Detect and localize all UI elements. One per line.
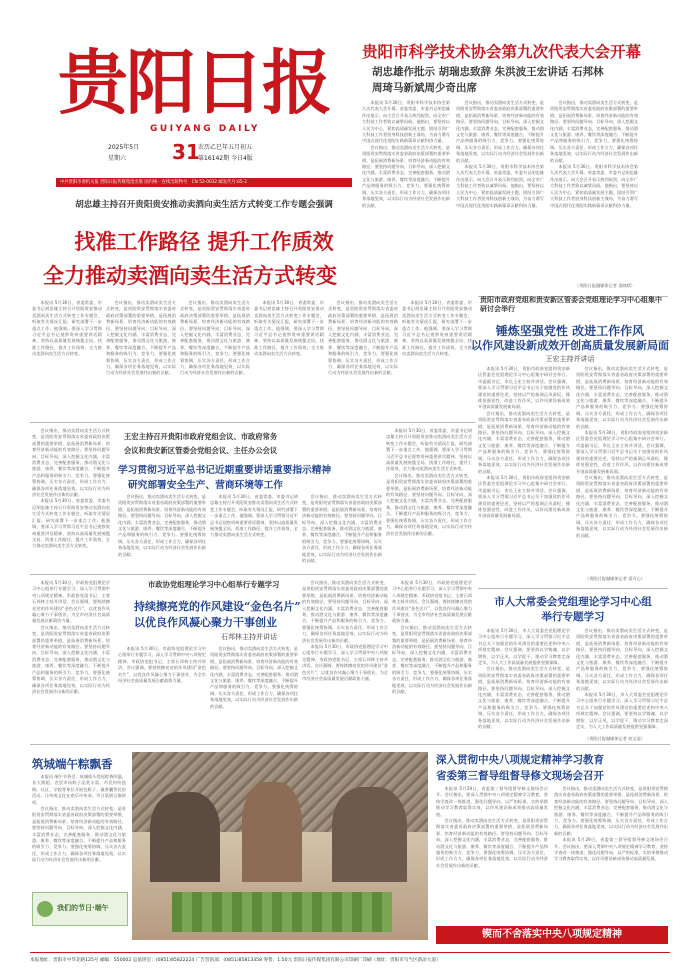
mid-left-body: 会议指出，推动卖酒向卖生活方式转变，是贵阳贵安贯彻落实省委省政府决策部署的重要举措，是拓展消费新场景、培育经济新动能的有效路径。要坚持问题导向、目标导向，深入挖掘文化内涵，丰富消费业态，完善配套服务，推动酒文化与旅游、康养、餐饮等深度融合，不断提升产品和服务的吸引力、竞争力。要强化统筹协调，压实各方责任，形成工作合力，确保各项任务落地见效，以实际行动为经济社会发展作出新的贡献。 本报讯 5月30日，省委常委、市委书记胡忠雄主持召开贵阳贵安推动卖酒向卖生活方式转变工作专题会，听取有关情况汇报，研究部署下一步重点工作。他强调，要深入学习贯彻习近平总书记视察贵州重要讲话精神，坚持以高质量发展统揽全局，找准工作路径，提升工作质效，全力推动卖酒向卖生活方式转变。 [32,428,110,549]
sci-body-col-3: 会议指出，推动卖酒向卖生活方式转变，是贵阳贵安贯彻落实省委省政府决策部署的重要举措，是拓展消费新场景、培育经济新动能的有效路径。要坚持问题导向、目标导向，深入挖掘文化内涵，丰富消费业态，完善配套服务，推动酒文化与旅游、康养、餐饮等深度融合，不断提升产品和服务的吸引力、竞争力。要强化统筹协调，压实各方责任，形成工作合力，确保各项任务落地见效，以实际行动为经济社会发展作出新的贡献。 本报讯 5月30日，贵阳市科学技术协会第九次代表大会开幕。省委常委、市委书记胡忠雄作出批示，向大会召开表示热烈祝贺，向全市广大科技工作者致以诚挚问候。他指出，要坚持以人民为中心，紧扣高质量发展主题，团结引领广大科技工作者投身科技创新主战场，为奋力谱写中国式现代化贵阳实践新篇章贡献科协力量。 [550,100,638,208]
research-headline-1: 锤炼坚强党性 改进工作作风 [495,324,645,338]
lead-body-col-2: 会议指出，推动卖酒向卖生活方式转变，是贵阳贵安贯彻落实省委省政府决策部署的重要举措，是拓展消费新场景、培育经济新动能的有效路径。要坚持问题导向、目标导向，深入挖掘文化内涵，丰富消费业态，完善配套服务，推动酒文化与旅游、康养、餐饮等深度融合，不断提升产品和服务的吸引力、竞争力。要强化统筹协调，压实各方责任，形成工作合力，确保各项任务落地见效，以实际行动为经济社会发展作出新的贡献。 [106,300,176,376]
photo-scene-crowd [332,787,407,882]
festival-banner-text: 我们的节日·端午 [57,904,109,912]
lead-body-col-1: 本报讯 5月30日，省委常委、市委书记胡忠雄主持召开贵阳贵安推动卖酒向卖生活方式转变工作专题会，听取有关情况汇报，研究部署下一步重点工作。他强调，要深入学习贯彻习近平总书记视察贵州重要讲话精神，坚持以高质量发展统揽全局，找准工作路径，提升工作质效，全力推动卖酒向卖生活方式转变。 [32,300,102,357]
divider-right-mid [478,588,668,589]
date-day: 31 [172,140,200,164]
cppcc-body-col-3: 会议指出，推动卖酒向卖生活方式转变，是贵阳贵安贯彻落实省委省政府决策部署的重要举措，是拓展消费新场景、培育经济新动能的有效路径。要坚持问题导向、目标导向，深入挖掘文化内涵，丰富消费业态，完善配套服务，推动酒文化与旅游、康养、餐饮等深度融合，不断提升产品和服务的吸引力、竞争力。要强化统筹协调，压实各方责任，形成工作合力，确保各项任务落地见效，以实际行动为经济社会发展作出新的贡献。 本报讯 5月30日，市政协党组理论学习中心组举行专题学习，深入学习贯彻中央八项规定精神。市政协党组书记、主席石邦林主持并讲话。会议强调，要持续擦亮党的作风建设“金色名片”，以优良作风凝心聚力干事创业，为全市经济社会高质量发展贡献政协力量。 [302,580,388,682]
gov-headline-1: 学习贯彻习近平总书记近期重要讲话重要指示精神 [118,465,332,476]
lead-body-col-6: 本报讯 5月30日，省委常委、市委书记胡忠雄主持召开贵阳贵安推动卖酒向卖生活方式转变工作专题会，听取有关情况汇报，研究部署下一步重点工作。他强调，要深入学习贯彻习近平总书记视察贵州重要讲话精神，坚持以高质量发展统揽全局，找准工作路径，提升工作质效，全力推动卖酒向卖生活方式转变。 [402,300,472,357]
festival-banner-icon [37,901,53,917]
festival-banner [32,892,128,926]
npc-body-col-2: 会议指出，推动卖酒向卖生活方式转变，是贵阳贵安贯彻落实省委省政府决策部署的重要举措，是拓展消费新场景、培育经济新动能的有效路径。要坚持问题导向、目标导向，深入挖掘文化内涵，丰富消费业态，完善配套服务，推动酒文化与旅游、康养、餐饮等深度融合，不断提升产品和服务的吸引力、竞争力。要强化统筹协调，压实各方责任，形成工作合力，确保各项任务落地见效，以实际行动为经济社会发展作出新的贡献。 本报讯 5月30日，市人大常委会党组理论学习中心组举行专题学习，深入学习贯彻习近平总书记关于加强党的作风建设的重要论述和中央八项规定精神。会议强调，要坚持以学铸魂、以学增智、以学正风、以学促干，推动学习教育走深走实，为人大工作高质量发展提供坚强保障。 [576,628,668,730]
supervision-headline-1: 深入贯彻中央八项规定精神学习教育 [436,754,604,766]
cppcc-body-col-1: 本报讯 5月30日，市政协党组理论学习中心组举行专题学习，深入学习贯彻中央八项规定精神。市政协党组书记、主席石邦林主持并讲话。会议强调，要持续擦亮党的作风建设“金色名片”，以优良作风凝心聚力干事创业，为全市经济社会高质量发展贡献政协力量。 [118,646,206,684]
cppcc-body-col-4: 本报讯 5月30日，市政协党组理论学习中心组举行专题学习，深入学习贯彻中央八项规定精神。市政协党组书记、主席石邦林主持并讲话。会议强调，要持续擦亮党的作风建设“金色名片”，以优良作风凝心聚力干事创业，为全市经济社会高质量发展贡献政协力量。 会议指出，推动卖酒向卖生活方式转变，是贵阳贵安贯彻落实省委省政府决策部署的重要举措，是拓展消费新场景、培育经济新动能的有效路径。要坚持问题导向、目标导向，深入挖掘文化内涵，丰富消费业态，完善配套服务，推动酒文化与旅游、康养、餐饮等深度融合，不断提升产品和服务的吸引力、竞争力。要强化统筹协调，压实各方责任，形成工作合力，确保各项任务落地见效，以实际行动为经济社会发展作出新的贡献。 [392,580,472,694]
sci-headline: 贵阳市科学技术协会第九次代表大会开幕 [362,42,642,61]
gov-body-col-3: 会议指出，推动卖酒向卖生活方式转变，是贵阳贵安贯彻落实省委省政府决策部署的重要举措，是拓展消费新场景、培育经济新动能的有效路径。要坚持问题导向、目标导向，深入挖掘文化内涵，丰富消费业态，完善配套服务，推动酒文化与旅游、康养、餐饮等深度融合，不断提升产品和服务的吸引力、竞争力。要强化统筹协调，压实各方责任，形成工作合力，确保各项任务落地见效，以实际行动为经济社会发展作出新的贡献。 [302,494,382,564]
festival-photo [132,752,428,940]
gov-body-col-1: 会议指出，推动卖酒向卖生活方式转变，是贵阳贵安贯彻落实省委省政府决策部署的重要举措，是拓展消费新场景、培育经济新动能的有效路径。要坚持问题导向、目标导向，深入挖掘文化内涵，丰富消费业态，完善配套服务，推动酒文化与旅游、康养、餐饮等深度融合，不断提升产品和服务的吸引力、竞争力。要强化统筹协调，压实各方责任，形成工作合力，确保各项任务落地见效，以实际行动为经济社会发展作出新的贡献。 [118,494,206,557]
date-year-month: 2025年5月 [108,144,140,151]
npc-headline-2: 举行专题学习 [541,611,605,623]
photo-scene-zongzi [172,892,392,932]
divider-mid [30,574,476,575]
slogan-banner: 锲而不舍落实中央八项规定精神 [436,926,668,944]
sci-source-note: （贵阳日报融媒体记者 姜晓晴） [575,283,635,288]
lead-body-col-4: 本报讯 5月30日，省委常委、市委书记胡忠雄主持召开贵阳贵安推动卖酒向卖生活方式转变工作专题会，听取有关情况汇报，研究部署下一步重点工作。他强调，要深入学习贯彻习近平总书记视察贵州重要讲话精神，坚持以高质量发展统揽全局，找准工作路径，提升工作质效，全力推动卖酒向卖生活方式转变。 [254,300,324,357]
footer-divider [30,952,670,953]
research-byline: 王宏主持并讲话 [545,355,595,363]
lead-headline-1: 找准工作路径 提升工作质效 [74,230,334,254]
footer-info: 本报地址：贵阳市中华北路125号 邮编：550002 总值班室：(0851)85822224 广告营销部：(0851)85813358 零售：1.50元 贵阳日报传媒集团有限公司印刷厂印刷（地址：贵阳市乌当区新添大道） [30,958,441,963]
supervision-body-col-1: 本报讯 5月29日，省委第三督导组督导修文现场会召开。会议指出，要深入贯彻中央八项规定精神学习教育，坚持学查改一体推进，强化问题导向，以严的标准、实的举措推动学习教育取得实效，以作风建设新成效推动高质量发展。 会议指出，推动卖酒向卖生活方式转变，是贵阳贵安贯彻落实省委省政府决策部署的重要举措，是拓展消费新场景、培育经济新动能的有效路径。要坚持问题导向、目标导向，深入挖掘文化内涵，丰富消费业态，完善配套服务，推动酒文化与旅游、康养、餐饮等深度融合，不断提升产品和服务的吸引力、竞争力。要强化统筹协调，压实各方责任，形成工作合力，确保各项任务落地见效，以实际行动为经济社会发展作出新的贡献。 [436,786,548,868]
cppcc-kicker: 市政协党组理论学习中心组举行专题学习 [148,580,280,589]
research-headline-2: 以作风建设新成效开创高质量发展新局面 [471,339,669,352]
gov-body-col-2: 本报讯 5月30日，省委常委、市委书记胡忠雄主持召开贵阳贵安推动卖酒向卖生活方式转变工作专题会，听取有关情况汇报，研究部署下一步重点工作。他强调，要深入学习贯彻习近平总书记视察贵州重要讲话精神，坚持以高质量发展统揽全局，找准工作路径，提升工作质效，全力推动卖酒向卖生活方式转变。 [210,494,298,538]
supervision-body-col-2: 会议指出，推动卖酒向卖生活方式转变，是贵阳贵安贯彻落实省委省政府决策部署的重要举措，是拓展消费新场景、培育经济新动能的有效路径。要坚持问题导向、目标导向，深入挖掘文化内涵，丰富消费业态，完善配套服务，推动酒文化与旅游、康养、餐饮等深度融合，不断提升产品和服务的吸引力、竞争力。要强化统筹协调，压实各方责任，形成工作合力，确保各项任务落地见效，以实际行动为经济社会发展作出新的贡献。 本报讯 5月29日，省委第三督导组督导修文现场会召开。会议指出，要深入贯彻中央八项规定精神学习教育，坚持学查改一体推进，强化问题导向，以严的标准、实的举措推动学习教育取得实效，以作风建设新成效推动高质量发展。 [554,786,668,862]
photo-scene-crowd [242,782,302,882]
masthead-pinyin: GUIYANG DAILY [150,124,260,134]
npc-headline-1: 市人大常委会党组理论学习中心组 [494,596,652,608]
sci-body-col-1: 本报讯 5月30日，贵阳市科学技术协会第九次代表大会开幕。省委常委、市委书记胡忠雄作出批示，向大会召开表示热烈祝贺，向全市广大科技工作者致以诚挚问候。他指出，要坚持以人民为中心，紧扣高质量发展主题，团结引领广大科技工作者投身科技创新主战场，为奋力谱写中国式现代化贵阳实践新篇章贡献科协力量。 会议指出，推动卖酒向卖生活方式转变，是贵阳贵安贯彻落实省委省政府决策部署的重要举措，是拓展消费新场景、培育经济新动能的有效路径。要坚持问题导向、目标导向，深入挖掘文化内涵，丰富消费业态，完善配套服务，推动酒文化与旅游、康养、餐饮等深度融合，不断提升产品和服务的吸引力、竞争力。要强化统筹协调，压实各方责任，形成工作合力，确保各项任务落地见效，以实际行动为经济社会发展作出新的贡献。 [362,100,450,208]
cppcc-left-body: 本报讯 5月30日，市政协党组理论学习中心组举行专题学习，深入学习贯彻中央八项规定精神。市政协党组书记、主席石邦林主持并讲话。会议强调，要持续擦亮党的作风建设“金色名片”，以优良作风凝心聚力干事创业，为全市经济社会高质量发展贡献政协力量。 会议指出，推动卖酒向卖生活方式转变，是贵阳贵安贯彻落实省委省政府决策部署的重要举措，是拓展消费新场景、培育经济新动能的有效路径。要坚持问题导向、目标导向，深入挖掘文化内涵，丰富消费业态，完善配套服务，推动酒文化与旅游、康养、餐饮等深度融合，不断提升产品和服务的吸引力、竞争力。要强化统筹协调，压实各方责任，形成工作合力，确保各项任务落地见效，以实际行动为经济社会发展作出新的贡献。 [32,580,110,694]
info-bar: 中共贵阳市委机关报 贵阳日报传媒集团出版 国内统一连续出版物号：CN 52-0032 邮发代号:65-2 [56,178,352,187]
date-block [108,140,348,174]
gov-kicker-1: 王宏主持召开贵阳市政府党组会议、市政府常务 [124,432,278,441]
npc-source-note: （贵阳日报融媒体记者 何文谊） [585,736,645,741]
date-lunar: 农历乙巳年五月初五 [198,144,253,151]
masthead-logo: 贵阳日报 [58,41,330,124]
lead-headline-2: 全力推动卖酒向卖生活方式转变 [43,264,337,288]
issue-number: 第16142期 今日4版 [198,155,253,162]
gov-kicker-2: 会议和贵安新区管委会党组会议、主任办公会议 [124,446,278,455]
research-kicker: 贵阳市政府党组和贵安新区管委会党组理论学习中心组集中研讨会举行 [480,296,662,313]
divider-lead [30,422,476,423]
lead-kicker: 胡忠雄主持召开贵阳贵安推动卖酒向卖生活方式转变工作专题会强调 [75,200,333,210]
photo-scene-crowd [150,792,220,882]
cppcc-headline-2: 以优良作风凝心聚力干事创业 [134,616,277,629]
cppcc-byline: 石邦林主持并讲话 [221,633,277,641]
research-body-col-1: 本报讯 5月30日，贵阳市政府党组和贵安新区管委会党组理论学习中心组集中研讨会举行。市委副书记、市长王宏主持并讲话。会议强调，要深入学习贯彻习近平总书记关于加强党的作风建设的重要论述，坚持以严的基调正风肃纪，锤炼坚强党性，改进工作作风，以作风建设新成效开创高质量发展新局面。 会议指出，推动卖酒向卖生活方式转变，是贵阳贵安贯彻落实省委省政府决策部署的重要举措，是拓展消费新场景、培育经济新动能的有效路径。要坚持问题导向、目标导向，深入挖掘文化内涵，丰富消费业态，完善配套服务，推动酒文化与旅游、康养、餐饮等深度融合，不断提升产品和服务的吸引力、竞争力。要强化统筹协调，压实各方责任，形成工作合力，确保各项任务落地见效，以实际行动为经济社会发展作出新的贡献。 本报讯 5月30日，贵阳市政府党组和贵安新区管委会党组理论学习中心组集中研讨会举行。市委副书记、市长王宏主持并讲话。会议强调，要深入学习贯彻习近平总书记关于加强党的作风建设的重要论述，坚持以严的基调正风肃纪，锤炼坚强党性，改进工作作风，以作风建设新成效开创高质量发展新局面。 [478,366,570,519]
cppcc-headline-1: 持续擦亮党的作风建设“金色名片” [134,600,301,613]
gov-body-col-4: 本报讯 5月30日，省委常委、市委书记胡忠雄主持召开贵阳贵安推动卖酒向卖生活方式转变工作专题会，听取有关情况汇报，研究部署下一步重点工作。他强调，要深入学习贯彻习近平总书记视察贵州重要讲话精神，坚持以高质量发展统揽全局，找准工作路径，提升工作质效，全力推动卖酒向卖生活方式转变。 会议指出，推动卖酒向卖生活方式转变，是贵阳贵安贯彻落实省委省政府决策部署的重要举措，是拓展消费新场景、培育经济新动能的有效路径。要坚持问题导向、目标导向，深入挖掘文化内涵，丰富消费业态，完善配套服务，推动酒文化与旅游、康养、餐饮等深度融合，不断提升产品和服务的吸引力、竞争力。要强化统筹协调，压实各方责任，形成工作合力，确保各项任务落地见效，以实际行动为经济社会发展作出新的贡献。 [386,428,472,536]
supervision-headline-2: 省委第三督导组督导修文现场会召开 [436,770,604,782]
cppcc-body-col-2: 会议指出，推动卖酒向卖生活方式转变，是贵阳贵安贯彻落实省委省政府决策部署的重要举措，是拓展消费新场景、培育经济新动能的有效路径。要坚持问题导向、目标导向，深入挖掘文化内涵，丰富消费业态，完善配套服务，推动酒文化与旅游、康养、餐饮等深度融合，不断提升产品和服务的吸引力、竞争力。要强化统筹协调，压实各方责任，形成工作合力，确保各项任务落地见效，以实际行动为经济社会发展作出新的贡献。 [210,646,298,709]
date-weekday: 星期六 [108,155,127,162]
festival-body: 本报讯 端午节将至，筑城街头巷尾粽香四溢。各大商超、农贸市场粽子品类丰富，市民纷纷选购。社区、学校等单位开展包粽子、做香囊等民俗活动，让传统文化在欢乐中传承，节日氛围日渐浓厚。 会议指出，推动卖酒向卖生活方式转变，是贵阳贵安贯彻落实省委省政府决策部署的重要举措，是拓展消费新场景、培育经济新动能的有效路径。要坚持问题导向、目标导向，深入挖掘文化内涵，丰富消费业态，完善配套服务，推动酒文化与旅游、康养、餐饮等深度融合，不断提升产品和服务的吸引力、竞争力。要强化统筹协调，压实各方责任，形成工作合力，确保各项任务落地见效，以实际行动为经济社会发展作出新的贡献。 [32,774,126,863]
festival-headline: 筑城端午粽飘香 [32,757,113,771]
research-body-col-2: 会议指出，推动卖酒向卖生活方式转变，是贵阳贵安贯彻落实省委省政府决策部署的重要举措，是拓展消费新场景、培育经济新动能的有效路径。要坚持问题导向、目标导向，深入挖掘文化内涵，丰富消费业态，完善配套服务，推动酒文化与旅游、康养、餐饮等深度融合，不断提升产品和服务的吸引力、竞争力。要强化统筹协调，压实各方责任，形成工作合力，确保各项任务落地见效，以实际行动为经济社会发展作出新的贡献。 本报讯 5月30日，贵阳市政府党组和贵安新区管委会党组理论学习中心组集中研讨会举行。市委副书记、市长王宏主持并讲话。会议强调，要深入学习贯彻习近平总书记关于加强党的作风建设的重要论述，坚持以严的基调正风肃纪，锤炼坚强党性，改进工作作风，以作风建设新成效开创高质量发展新局面。 会议指出，推动卖酒向卖生活方式转变，是贵阳贵安贯彻落实省委省政府决策部署的重要举措，是拓展消费新场景、培育经济新动能的有效路径。要坚持问题导向、目标导向，深入挖掘文化内涵，丰富消费业态，完善配套服务，推动酒文化与旅游、康养、餐饮等深度融合，不断提升产品和服务的吸引力、竞争力。要强化统筹协调，压实各方责任，形成工作合力，确保各项任务落地见效，以实际行动为经济社会发展作出新的贡献。 [576,366,668,538]
lead-body-col-3: 会议指出，推动卖酒向卖生活方式转变，是贵阳贵安贯彻落实省委省政府决策部署的重要举措，是拓展消费新场景、培育经济新动能的有效路径。要坚持问题导向、目标导向，深入挖掘文化内涵，丰富消费业态，完善配套服务，推动酒文化与旅游、康养、餐饮等深度融合，不断提升产品和服务的吸引力、竞争力。要强化统筹协调，压实各方责任，形成工作合力，确保各项任务落地见效，以实际行动为经济社会发展作出新的贡献。 [180,300,250,376]
divider-lower [30,744,670,745]
gov-headline-2: 研究部署安全生产、营商环境等工作 [128,480,283,491]
research-source-note: （贵阳日报融媒体记者 梁可心） [585,576,645,581]
sci-body-col-2: 会议指出，推动卖酒向卖生活方式转变，是贵阳贵安贯彻落实省委省政府决策部署的重要举措，是拓展消费新场景、培育经济新动能的有效路径。要坚持问题导向、目标导向，深入挖掘文化内涵，丰富消费业态，完善配套服务，推动酒文化与旅游、康养、餐饮等深度融合，不断提升产品和服务的吸引力、竞争力。要强化统筹协调，压实各方责任，形成工作合力，确保各项任务落地见效，以实际行动为经济社会发展作出新的贡献。 本报讯 5月30日，贵阳市科学技术协会第九次代表大会开幕。省委常委、市委书记胡忠雄作出批示，向大会召开表示热烈祝贺，向全市广大科技工作者致以诚挚问候。他指出，要坚持以人民为中心，紧扣高质量发展主题，团结引领广大科技工作者投身科技创新主战场，为奋力谱写中国式现代化贵阳实践新篇章贡献科协力量。 [456,100,544,208]
sci-subhead-2: 周琦马新斌周少奇出席 [372,82,477,94]
sci-subhead-1: 胡忠雄作批示 胡瑞忠致辞 朱洪波王宏讲话 石邦林 [372,66,604,78]
npc-body-col-1: 本报讯 5月30日，市人大常委会党组理论学习中心组举行专题学习，深入学习贯彻习近平总书记关于加强党的作风建设的重要论述和中央八项规定精神。会议强调，要坚持以学铸魂、以学增智、以学正风、以学促干，推动学习教育走深走实，为人大工作高质量发展提供坚强保障。 会议指出，推动卖酒向卖生活方式转变，是贵阳贵安贯彻落实省委省政府决策部署的重要举措，是拓展消费新场景、培育经济新动能的有效路径。要坚持问题导向、目标导向，深入挖掘文化内涵，丰富消费业态，完善配套服务，推动酒文化与旅游、康养、餐饮等深度融合，不断提升产品和服务的吸引力、竞争力。要强化统筹协调，压实各方责任，形成工作合力，确保各项任务落地见效，以实际行动为经济社会发展作出新的贡献。 [478,628,570,730]
lead-body-col-5: 会议指出，推动卖酒向卖生活方式转变，是贵阳贵安贯彻落实省委省政府决策部署的重要举措，是拓展消费新场景、培育经济新动能的有效路径。要坚持问题导向、目标导向，深入挖掘文化内涵，丰富消费业态，完善配套服务，推动酒文化与旅游、康养、餐饮等深度融合，不断提升产品和服务的吸引力、竞争力。要强化统筹协调，压实各方责任，形成工作合力，确保各项任务落地见效，以实际行动为经济社会发展作出新的贡献。 [328,300,398,376]
